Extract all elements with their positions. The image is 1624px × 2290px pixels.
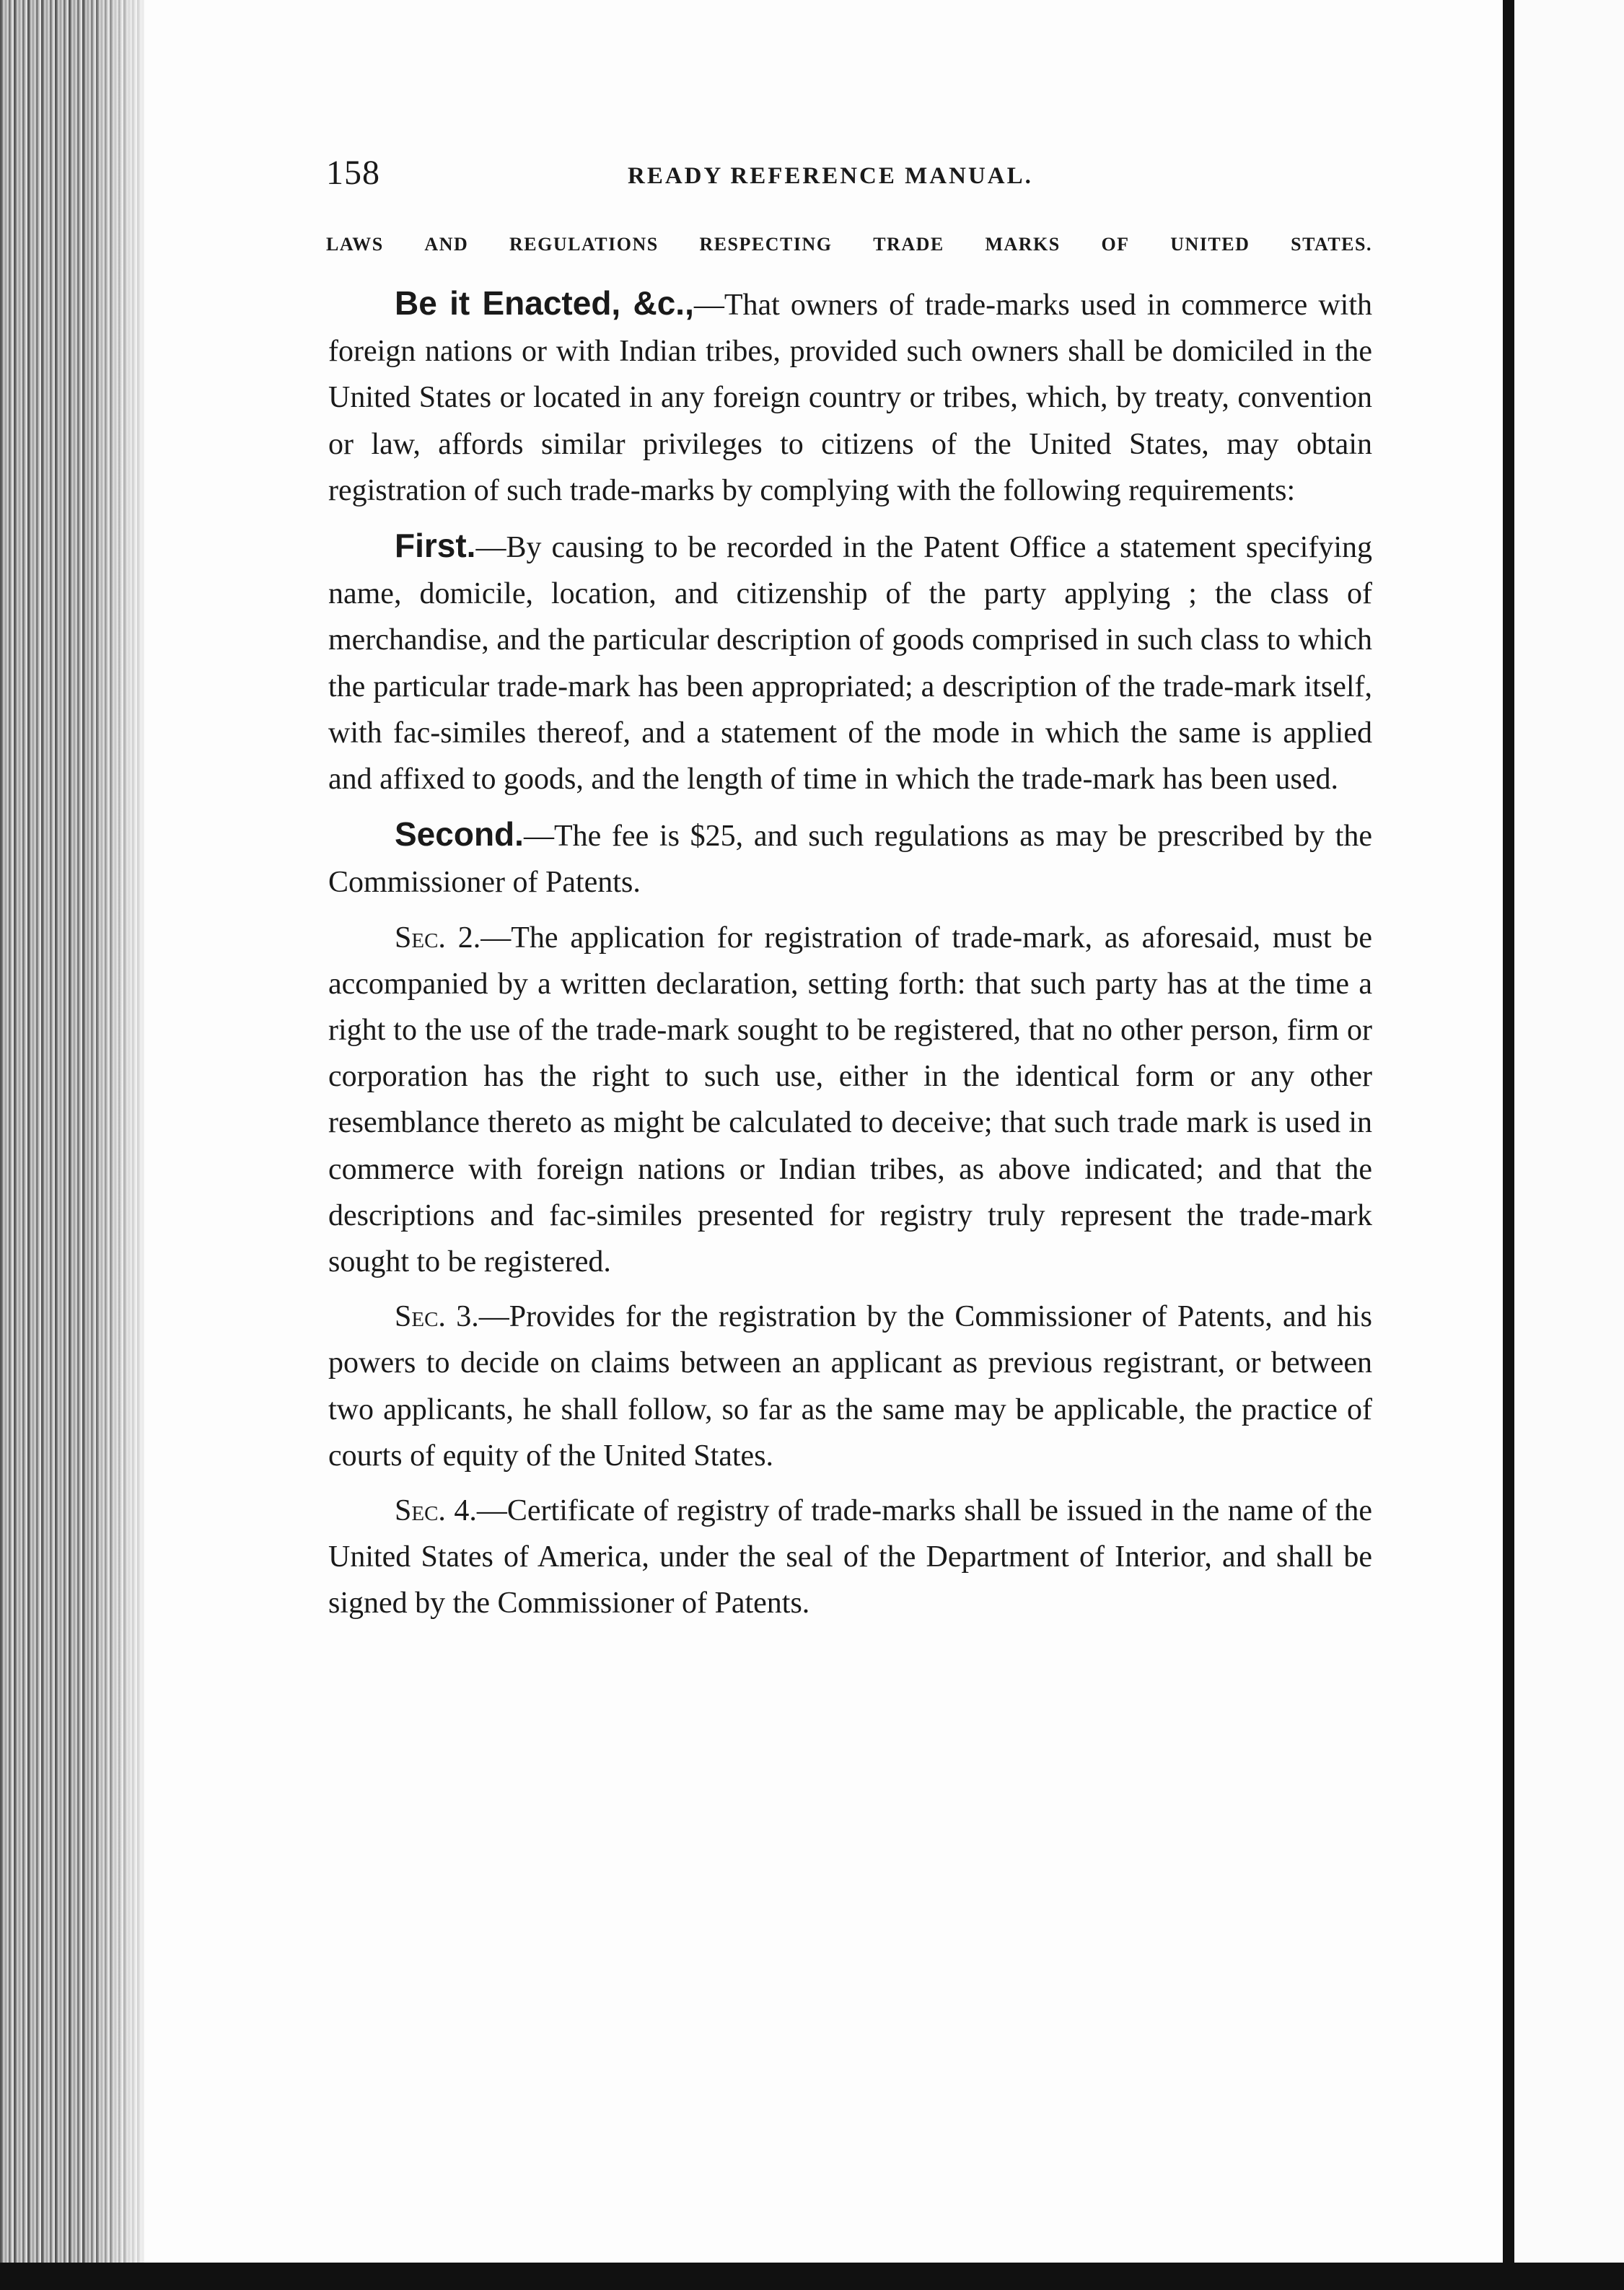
subtitle-word: LAWS [326,234,384,255]
lead-second: Second. [395,815,524,854]
lead-enacted: Be it Enacted, &c., [395,284,694,322]
label-sec-3: Sec. 3. [395,1300,479,1334]
text-second: —The fee is $25, and such regulations as may be prescribed by the Commissioner of Patents. [328,820,1372,900]
paragraph-sec-3 [328,1294,1372,1479]
running-head: READY REFERENCE MANUAL. [628,163,1033,189]
paragraph-sec-4 [328,1488,1372,1627]
page-right-edge [1503,0,1514,2290]
text-first: —By causing to be recorded in the Patent Office a statement specifying name, domicile, location, and citizenship of the party applying ; the class of merchandise, and the particular description of goods comprised in such class to which the particular trade-mark has been appropriated; a description of the trade-mark itself, with fac-similes thereof, and a statement of the mode in which the same is applied and affixed to goods, and the length of time in which the trade-mark has been used. [328,531,1372,797]
text-enacted: —That owners of trade-marks used in commerce with foreign nations or with Indian tribes, provided such owners shall be domiciled in the United States or located in any foreign country or tribes, which, by treaty, convention or law, affords similar privileges to citizens of the United States, may obtain registration of such trade-marks by complying with the following requirements: [328,289,1372,507]
body-text [328,280,1372,1636]
paragraph-second [328,811,1372,905]
subtitle-word: UNITED [1170,234,1250,255]
text-sec-2: —The application for registration of trade-mark, as aforesaid, must be accompanied by a written declaration, setting forth: that such party has at the time a right to the use of the trade-mark sought to be registered, that no other person, firm or corporation has the right to such use, either in the identical form or any other resemblance thereto as might be calculated to deceive; that such trade mark is used in commerce with foreign nations or Indian tribes, as above indicated; and that the descriptions and fac-similes presented for registry truly represent the trade-mark sought to be registered. [328,921,1372,1279]
lead-first: First. [395,527,476,565]
next-page-margin [1514,0,1624,2290]
page-number: 158 [326,154,380,192]
subtitle-word: STATES. [1291,234,1372,255]
page-bottom-edge [0,2263,1624,2290]
text-sec-4: —Certificate of registry of trade-marks shall be issued in the name of the United States of America, under the seal of the Department of Interior, and shall be signed by the Commissioner of Patents. [328,1494,1372,1620]
paragraph-first [328,522,1372,802]
label-sec-4: Sec. 4. [395,1494,477,1528]
label-sec-2: Sec. 2. [395,921,481,955]
subtitle-word: RESPECTING [699,234,833,255]
subtitle-word: REGULATIONS [509,234,659,255]
text-sec-3: —Provides for the registration by the Commissioner of Patents, and his powers to decide on claims between an applicant as previous registrant, or between two applicants, he shall follow, so far as the same may be applicable, the practice of courts of equity of the United States. [328,1300,1373,1473]
section-subtitle [326,234,1372,255]
spine-shadow [87,0,152,2290]
paragraph-enacted [328,280,1372,514]
subtitle-word: AND [424,234,469,255]
subtitle-word: TRADE [873,234,944,255]
subtitle-word: OF [1101,234,1130,255]
subtitle-word: MARKS [985,234,1061,255]
paragraph-sec-2 [328,915,1372,1286]
